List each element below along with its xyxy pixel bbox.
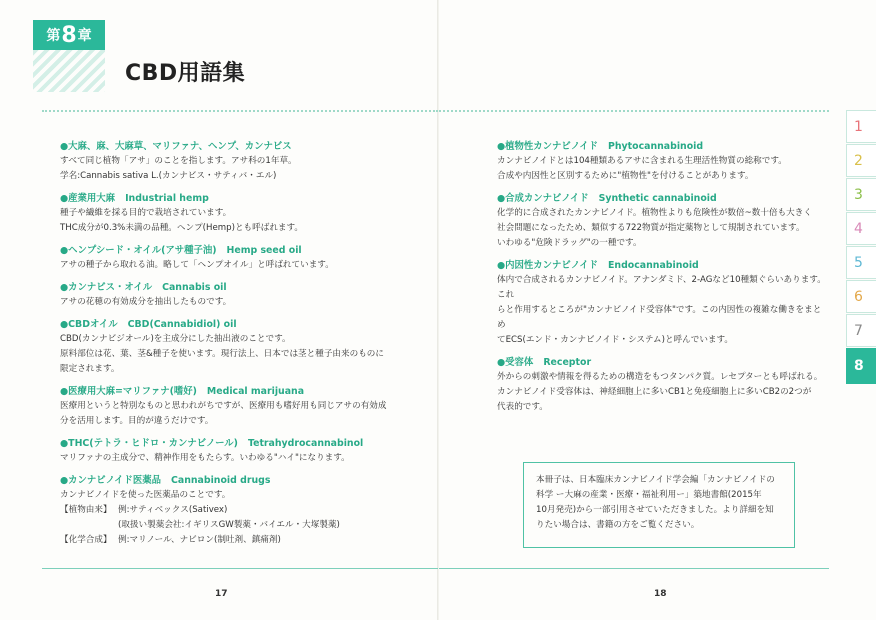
notice-line: 本冊子は、日本臨床カンナビノイド学会編「カンナビノイドの bbox=[536, 475, 775, 485]
term-english: Medical marijuana bbox=[206, 386, 305, 397]
term-english: Industrial hemp bbox=[125, 193, 209, 204]
term-description-line: てECS(エンド・カンナビノイド・システム)と呼んでいます。 bbox=[497, 335, 734, 345]
glossary-term bbox=[497, 355, 827, 370]
term-english: Cannabinoid drugs bbox=[171, 475, 271, 486]
term-japanese: ●THC(テトラ・ヒドロ・カンナビノール) bbox=[60, 438, 238, 449]
term-japanese: ●医療用大麻=マリファナ(嗜好) bbox=[60, 386, 197, 397]
term-description-line: 代表的です。 bbox=[497, 402, 548, 412]
term-description-line: 体内で合成されるカンナビノイド。アナンダミド、2-AGなど10種類ぐらいあります。これ bbox=[497, 275, 826, 300]
glossary-term bbox=[60, 139, 420, 154]
term-description-line: CBD(カンナビジオール)を主成分にした抽出液のことです。 bbox=[60, 334, 291, 344]
term-japanese: ●合成カンナビノイド bbox=[497, 193, 589, 204]
term-english: Cannabis oil bbox=[162, 282, 227, 293]
term-description-line: アサの花穂の有効成分を抽出したものです。 bbox=[60, 297, 232, 307]
dotted-divider-right bbox=[439, 110, 829, 112]
glossary-entry bbox=[60, 191, 420, 236]
term-japanese: ●産業用大麻 bbox=[60, 193, 116, 204]
term-japanese: ●内因性カンナビノイド bbox=[497, 260, 598, 271]
chapter-index-tabs bbox=[846, 110, 876, 385]
page-gutter bbox=[437, 0, 439, 620]
term-english: Endocannabinoid bbox=[608, 260, 699, 271]
notice-line: 10月発売)から一部引用させていただきました。より詳細を知 bbox=[536, 505, 774, 515]
term-description-line: カンナビノイドを使った医薬品のことです。 bbox=[60, 490, 231, 500]
term-description-line: 種子や繊維を採る目的で栽培されています。 bbox=[60, 208, 232, 218]
glossary-term bbox=[497, 139, 827, 154]
term-description-line: 医療用というと特別なものと思われがちですが、医療用も嗜好用も同じアサの有効成 bbox=[60, 401, 387, 411]
chapter-tab-7[interactable]: 7 bbox=[846, 314, 876, 347]
term-japanese: ●CBDオイル bbox=[60, 319, 118, 330]
glossary-term bbox=[60, 191, 420, 206]
term-english: Phytocannabinoid bbox=[608, 141, 704, 152]
term-description-line: マリファナの主成分で、精神作用をもたらす。いわゆる"ハイ"になります。 bbox=[60, 453, 350, 463]
term-japanese: ●ヘンプシード・オイル(アサ種子油) bbox=[60, 245, 217, 256]
chapter-tab-4[interactable]: 4 bbox=[846, 212, 876, 245]
term-english: Synthetic cannabinoid bbox=[598, 193, 717, 204]
term-description-line: 限定されます。 bbox=[60, 364, 120, 374]
term-english: CBD(Cannabidiol) oil bbox=[127, 319, 237, 330]
chapter-tab-3[interactable]: 3 bbox=[846, 178, 876, 211]
drug-example-row bbox=[60, 533, 420, 548]
chapter-prefix: 第 bbox=[46, 28, 61, 44]
glossary-entry bbox=[497, 191, 827, 251]
term-japanese: ●大麻、麻、大麻草、マリファナ、ヘンプ、カンナビス bbox=[60, 141, 292, 152]
notice-line: 科学 ー大麻の産業・医療・福祉利用ー」築地書館(2015年 bbox=[536, 490, 762, 500]
term-description-line: 社会問題になったため、類似する722物質が指定薬物として規制されています。 bbox=[497, 223, 805, 233]
drug-category bbox=[60, 518, 118, 533]
glossary-term bbox=[60, 436, 420, 451]
term-description-line: らと作用するところが"カンナビノイド受容体"です。この内因性の複雑な働きをまとめ bbox=[497, 305, 822, 330]
glossary-entry bbox=[60, 436, 420, 466]
dotted-divider-left bbox=[42, 110, 438, 112]
footer-rule-right bbox=[439, 568, 829, 569]
page-title: CBD用語集 bbox=[125, 61, 246, 86]
glossary-term bbox=[60, 280, 420, 295]
term-description-line: すべて同じ植物「アサ」のことを指します。アサ科の1年草。 bbox=[60, 156, 297, 166]
glossary-entry bbox=[497, 139, 827, 184]
glossary-term bbox=[60, 317, 420, 332]
glossary-left-column bbox=[60, 139, 420, 555]
drug-example-row bbox=[60, 518, 420, 533]
term-english: Receptor bbox=[543, 357, 592, 368]
term-description-line: 外からの刺激や情報を得るための構造をもつタンパク質。レセプターとも呼ばれる。 bbox=[497, 372, 823, 382]
term-description-line: 分を活用します。目的が違うだけです。 bbox=[60, 416, 214, 426]
term-description-line: アサの種子から取れる油。略して「ヘンプオイル」と呼ばれています。 bbox=[60, 260, 334, 270]
page-number-left: 17 bbox=[215, 589, 228, 599]
glossary-entry bbox=[60, 139, 420, 184]
chapter-tab-1[interactable]: 1 bbox=[846, 110, 876, 143]
term-description-line: 学名:Cannabis sativa L.(カンナビス・サティバ・エル) bbox=[60, 171, 277, 181]
chapter-number: 8 bbox=[61, 22, 77, 48]
glossary-entry bbox=[60, 473, 420, 548]
glossary-entry bbox=[497, 355, 827, 415]
glossary-right-column bbox=[497, 139, 827, 422]
chapter-label bbox=[33, 20, 105, 50]
glossary-entry bbox=[497, 258, 827, 348]
glossary-term bbox=[60, 473, 420, 488]
footer-rule-left bbox=[42, 568, 438, 569]
chapter-tab-6[interactable]: 6 bbox=[846, 280, 876, 313]
glossary-entry bbox=[60, 317, 420, 377]
chapter-tab-8[interactable]: 8 bbox=[846, 348, 876, 384]
drug-example: 例:マリノール、ナビロン(制吐剤、鎮痛剤) bbox=[118, 535, 281, 545]
drug-example: 例:サティベックス(Sativex) bbox=[118, 505, 228, 515]
page-number-right: 18 bbox=[654, 589, 667, 599]
term-japanese: ●受容体 bbox=[497, 357, 534, 368]
chapter-suffix: 章 bbox=[77, 28, 92, 44]
glossary-term bbox=[60, 384, 420, 399]
term-description-line: THC成分が0.3%未満の品種。ヘンプ(Hemp)とも呼ばれます。 bbox=[60, 223, 304, 233]
glossary-entry bbox=[60, 280, 420, 310]
glossary-term bbox=[60, 243, 420, 258]
drug-example: (取扱い製薬会社:イギリスGW製薬・バイエル・大塚製薬) bbox=[118, 520, 340, 530]
drug-example-row bbox=[60, 503, 420, 518]
term-description-line: カンナビノイド受容体は、神経細胞上に多いCB1と免疫細胞上に多いCB2の2つが bbox=[497, 387, 812, 397]
term-description-line: カンナビノイドとは104種類あるアサに含まれる生理活性物質の総称です。 bbox=[497, 156, 787, 166]
drug-category: 【化学合成】 bbox=[60, 535, 112, 545]
glossary-term bbox=[497, 258, 827, 273]
drug-category: 【植物由来】 bbox=[60, 505, 112, 515]
term-description-line: 合成や内因性と区別するために"植物性"を付けることがあります。 bbox=[497, 171, 754, 181]
term-description-line: いわゆる"危険ドラッグ"の一種です。 bbox=[497, 238, 642, 248]
chapter-tab-2[interactable]: 2 bbox=[846, 144, 876, 177]
term-japanese: ●カンナビノイド医薬品 bbox=[60, 475, 161, 486]
notice-line: りたい場合は、書籍の方をご覧ください。 bbox=[536, 520, 700, 530]
term-japanese: ●カンナビス・オイル bbox=[60, 282, 153, 293]
term-description-line: 原料部位は花、葉、茎&種子を使います。現行法上、日本では茎と種子由来のものに bbox=[60, 349, 384, 359]
term-english: Hemp seed oil bbox=[226, 245, 302, 256]
glossary-entry bbox=[60, 243, 420, 273]
term-english: Tetrahydrocannabinol bbox=[247, 438, 364, 449]
glossary-term bbox=[497, 191, 827, 206]
glossary-entry bbox=[60, 384, 420, 429]
chapter-stripe-decoration bbox=[33, 50, 105, 92]
term-description-line: 化学的に合成されたカンナビノイド。植物性よりも危険性が数倍~数十倍も大きく bbox=[497, 208, 812, 218]
chapter-tab-5[interactable]: 5 bbox=[846, 246, 876, 279]
citation-notice-box bbox=[523, 462, 795, 548]
term-japanese: ●植物性カンナビノイド bbox=[497, 141, 598, 152]
